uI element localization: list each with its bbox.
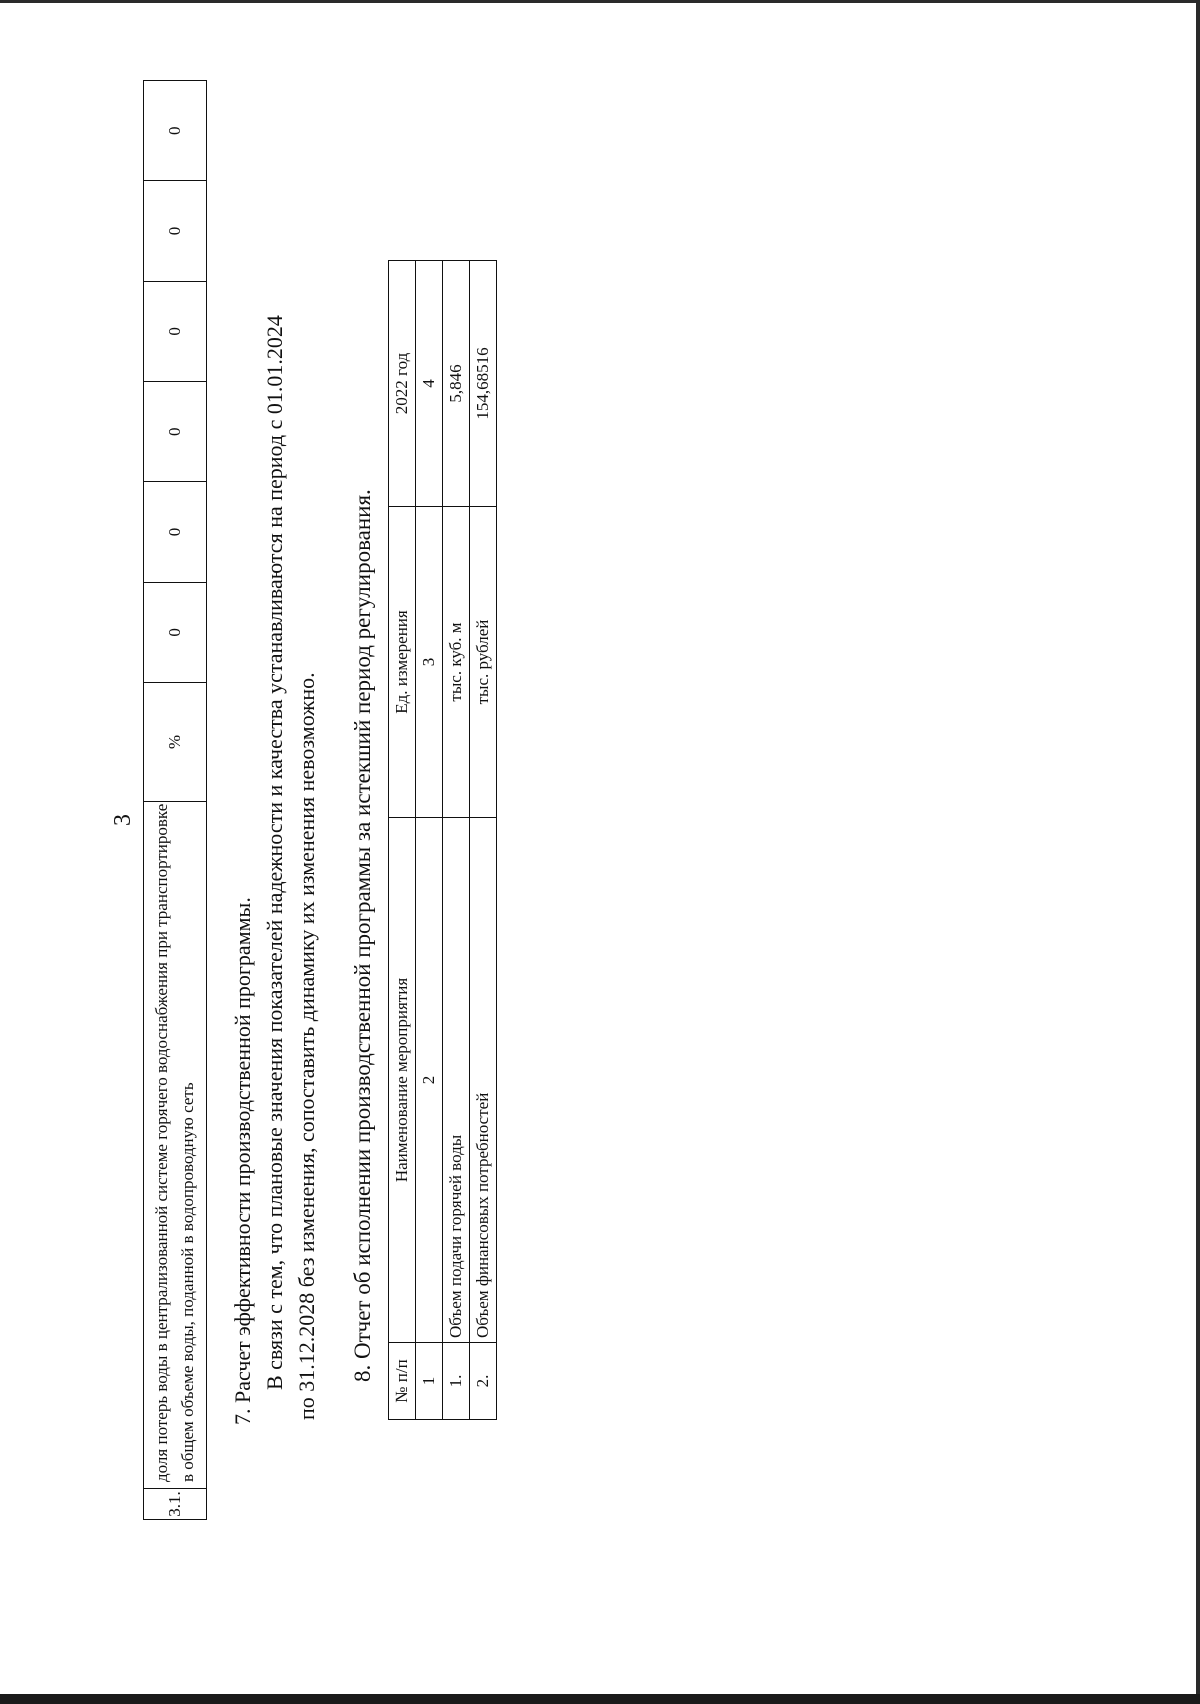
section-7-title: 7. Расчет эффективности производственной программы. xyxy=(230,897,255,1425)
section-7-paragraph-line-1: В связи с тем, что плановые значения показателей надежности и качества устанавливаются на период с 01.01.2024 xyxy=(262,315,287,1390)
indicator-value: 0 xyxy=(144,382,207,482)
table-header-row xyxy=(389,261,416,1420)
value-2022: 154,68516 xyxy=(470,261,497,507)
row-number: 1. xyxy=(443,1343,470,1420)
header-number: № п/п xyxy=(389,1343,416,1420)
scan-edge-bottom xyxy=(0,1694,1200,1704)
row-number: 3.1. xyxy=(144,1489,207,1520)
activity-name: Объем подачи горячей воды xyxy=(443,818,470,1343)
indicator-value: 0 xyxy=(144,482,207,582)
table-row xyxy=(144,81,207,1520)
row-number: 2. xyxy=(470,1343,497,1420)
header-unit: Ед. измерения xyxy=(389,507,416,818)
table-row xyxy=(443,261,470,1420)
table-row xyxy=(470,261,497,1420)
table-column-numbers-row xyxy=(416,261,443,1420)
column-number: 3 xyxy=(416,507,443,818)
scan-edge-right xyxy=(1196,0,1200,1704)
unit: тыс. рублей xyxy=(470,507,497,818)
section-8-title: 8. Отчет об исполнении производственной программы за истекший период регулирования. xyxy=(350,489,375,1382)
report-table xyxy=(388,260,497,1420)
header-year: 2022 год xyxy=(389,261,416,507)
column-number: 4 xyxy=(416,261,443,507)
column-number: 2 xyxy=(416,818,443,1343)
indicator-value: 0 xyxy=(144,181,207,281)
rotated-page-content xyxy=(90,70,1150,1530)
column-number: 1 xyxy=(416,1343,443,1420)
indicator-table xyxy=(143,80,207,1520)
page-number: 3 xyxy=(110,814,136,826)
header-activity: Наименование мероприятия xyxy=(389,818,416,1343)
section-7-paragraph-line-2: по 31.12.2028 без изменения, сопоставить динамику их изменения невозможно. xyxy=(294,672,319,1420)
indicator-value: 0 xyxy=(144,81,207,181)
scan-edge-top xyxy=(0,0,1200,3)
indicator-value: 0 xyxy=(144,582,207,682)
indicator-unit: % xyxy=(144,683,207,802)
indicator-description: доля потерь воды в централизованной системе горячего водоснабжения при транспортировке в общем объеме воды, поданной в водопроводную сеть xyxy=(144,802,207,1489)
activity-name: Объем финансовых потребностей xyxy=(470,818,497,1343)
value-2022: 5,846 xyxy=(443,261,470,507)
unit: тыс. куб. м xyxy=(443,507,470,818)
indicator-value: 0 xyxy=(144,281,207,381)
